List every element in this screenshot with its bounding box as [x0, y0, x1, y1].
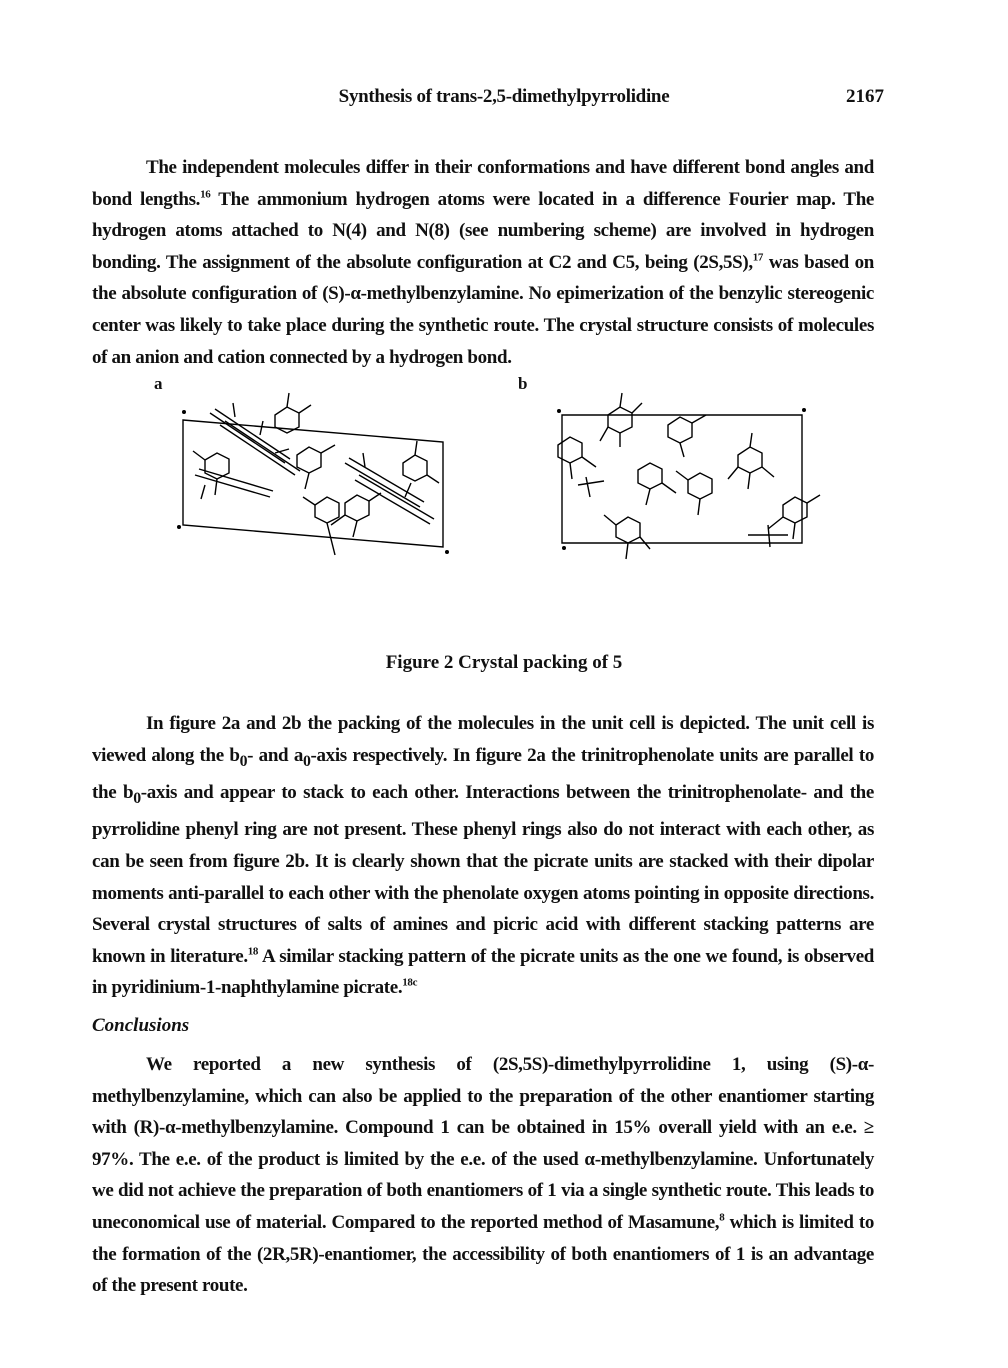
pyrrolidine-cation-molecules	[558, 415, 820, 547]
paragraph-conclusions	[92, 1049, 874, 1302]
reference-18c: 18c	[402, 977, 418, 990]
p2-text-b: - and a	[247, 744, 303, 766]
crystal-packing-figure-a	[165, 385, 465, 585]
subscript-b0: 0	[239, 752, 248, 770]
picrate-stack-left	[195, 403, 300, 499]
p2-text-c: -axis respectively. In figure 2a the trinitrophenolate units are parallel to the b	[92, 744, 875, 803]
picrate-stack-right	[345, 453, 434, 524]
p2-text-e: A similar stacking pattern of the picrate units as the one we found, is observed in pyridinium-1-naphthylamine picrate.	[92, 945, 875, 999]
pyrrolidine-cation-molecules	[193, 393, 439, 555]
p1-text-c: was based on the absolute configuration of (S)-α-methylbenzylamine. No epimerization of the benzylic stereogenic center was likely to take place during the synthetic route. The crystal structure consists of molecules of an anion and cation connected by a hydrogen bond.	[92, 251, 874, 368]
p1-text-a: The independent molecules differ in their conformations and have different bond angles and bond lengths.	[92, 157, 874, 210]
running-title-text: Synthesis of trans-2,5-dimethylpyrrolidine	[338, 86, 670, 107]
p1-text-b: The ammonium hydrogen atoms were located in a difference Fourier map. The hydrogen atoms attached to N(4) and N(8) (see numbering scheme) are involved in hydrogen bonding. The assignment of the absolute configuration at C2 and C5, being (2S,5S),	[92, 188, 875, 273]
reference-17: 17	[752, 251, 764, 264]
p2-text-a: In figure 2a and 2b the packing of the molecules in the unit cell is depicted. The unit cell is viewed along the b	[92, 713, 874, 766]
cell-corner-dot	[177, 525, 181, 529]
cell-origin-dot	[557, 409, 561, 413]
p3-text-b: which is limited to the formation of the (2R,5R)-enantiomer, the accessibility of both enantiomers of 1 is an advantage of the present route.	[92, 1211, 875, 1297]
p3-text-a: We reported a new synthesis of (2S,5S)-dimethylpyrrolidine 1, using (S)-α-methylbenzylamine, which can also be applied to the preparation of the other enantiomer starting with (R)-α-methylbenzylamine. Compound 1 can be obtained in 15% overall yield with an e.e. ≥ 97%. The e.e. of the product is limited by the e.e. of the used α-methylbenzylamine. Unfortunately we did not achieve the preparation of both enantiomers of 1 via a single synthetic route. This leads to uneconomical use of material. Compared to the reported method of Masamune,	[92, 1054, 874, 1233]
cell-corner-dot	[802, 408, 806, 412]
reference-8: 8	[719, 1211, 725, 1224]
subscript-b0-2: 0	[133, 789, 141, 807]
cell-corner-dot	[562, 546, 566, 550]
cell-corner-dot	[445, 550, 449, 554]
paragraph-packing-description	[92, 708, 874, 1004]
crystal-packing-figure-b	[538, 385, 828, 585]
cell-origin-dot	[182, 410, 186, 414]
subscript-a0: 0	[302, 752, 311, 770]
figure-caption: Figure 2 Crystal packing of 5	[385, 652, 623, 673]
figure-panel-label-a: a	[154, 374, 163, 393]
p2-text-d: -axis and appear to stack to each other. Interactions between the trinitrophenolate- and the pyrrolidine phenyl ring are not present. These phenyl rings also do not interact with each other, as can be seen from figure 2b. It is clearly shown that the picrate units are stacked with their dipolar moments anti-parallel to each other with the phenolate oxygen atoms pointing in opposite directions. Several crystal structures of salts of amines and picric acid with different stacking patterns are known in literature.	[92, 781, 874, 967]
figure-panel-label-b: b	[518, 374, 528, 393]
section-heading-conclusions: Conclusions	[92, 1015, 190, 1036]
page-number: 2167	[846, 86, 884, 107]
paragraph-crystal-structure	[92, 152, 874, 373]
picrate-units	[600, 393, 774, 559]
reference-16: 16	[200, 188, 211, 201]
reference-18: 18	[247, 945, 259, 958]
unit-cell-outline	[562, 415, 802, 543]
